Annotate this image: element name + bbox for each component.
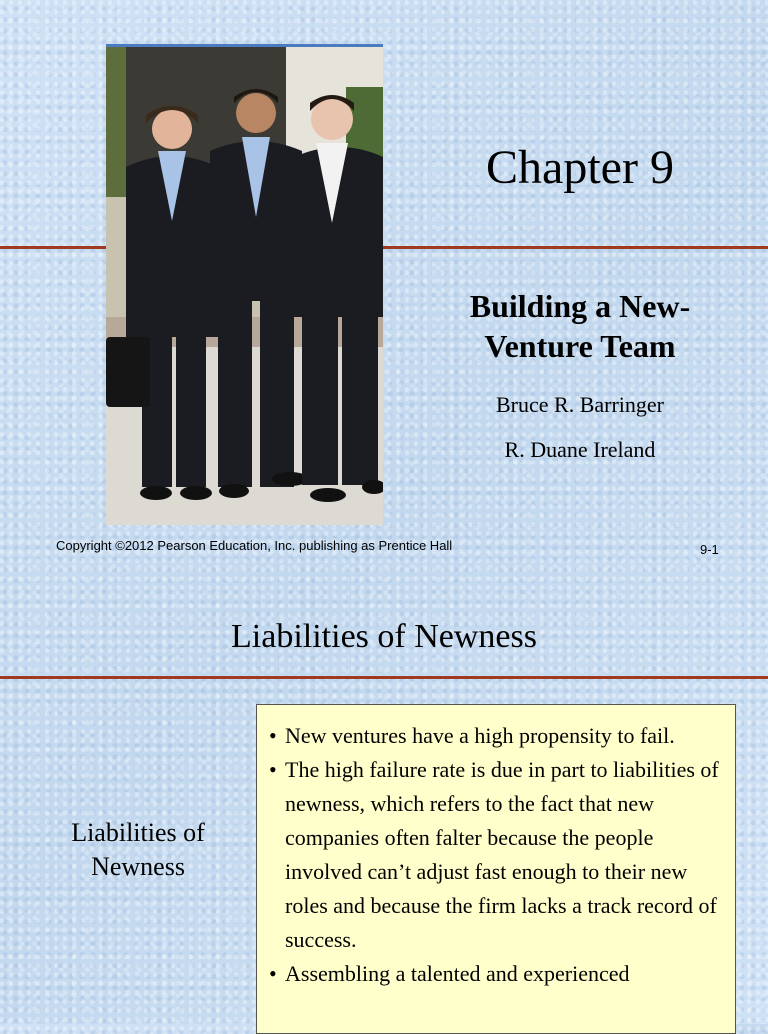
side-label [40,816,236,884]
bullet-item [269,719,721,753]
title-rule [0,676,768,679]
side-label-line-2: Newness [91,852,185,881]
divider-rule [0,246,106,249]
subtitle-line-1: Building a New- [469,288,691,324]
slide-2 [0,590,768,1024]
chapter-title: Chapter 9 [486,141,674,194]
bullet-text: New ventures have a high propensity to fail. [285,723,675,748]
bullet-dot-icon: • [269,757,277,782]
bullet-item [269,753,721,957]
subtitle-line-2: Venture Team [484,328,676,364]
bullet-text: The high failure rate is due in part to liabilities of newness, which refers to the fact that new companies often falter because the people involved can’t adjust fast enough to their new roles and because the firm lacks a track record of success. [285,757,719,952]
author-1: Bruce R. Barringer [496,392,664,417]
bullet-dot-icon: • [269,961,277,986]
author-2: R. Duane Ireland [504,437,656,462]
slide-title: Liabilities of Newness [231,618,537,655]
bullet-item [269,957,721,991]
bullet-text: Assembling a talented and experienced [285,961,630,986]
divider-rule [383,246,768,249]
bullet-box [256,704,736,1034]
copyright-notice: Copyright ©2012 Pearson Education, Inc. publishing as Prentice Hall [56,538,453,553]
bullet-dot-icon: • [269,723,277,748]
team-photo [106,44,383,525]
side-label-line-1: Liabilities of [71,818,205,847]
slide-number: 9-1 [700,542,719,557]
slide-subtitle [430,286,730,366]
